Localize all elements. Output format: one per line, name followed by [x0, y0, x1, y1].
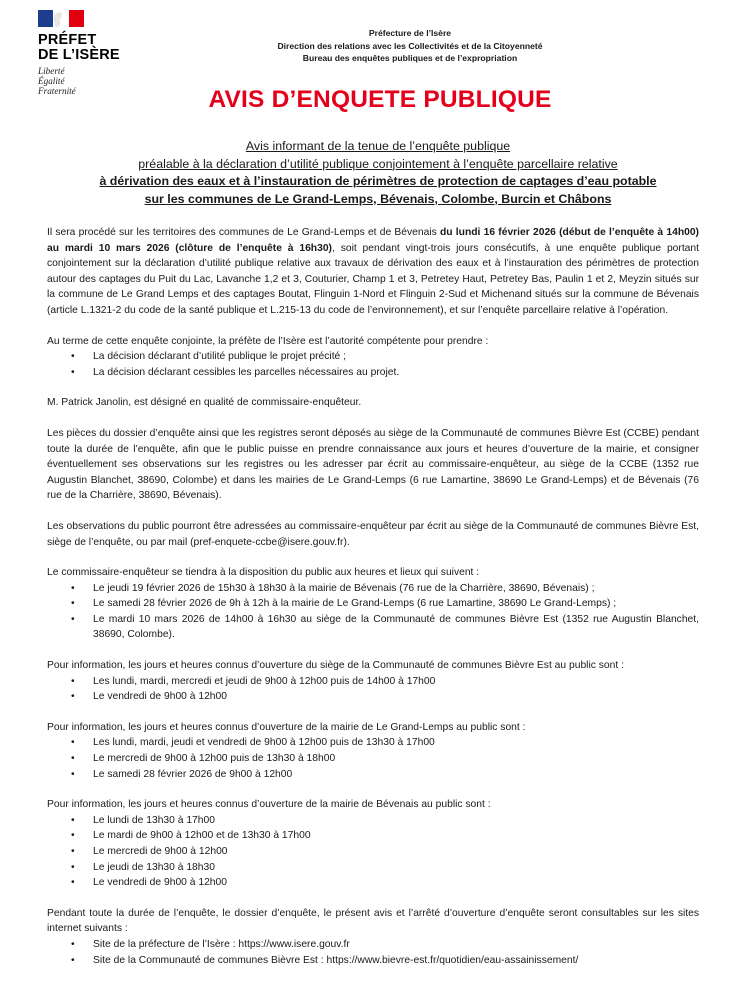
- page-title: AVIS D’ENQUETE PUBLIQUE: [208, 86, 552, 113]
- paragraph-observations: Les observations du public pourront être adressées au commissaire-enquêteur par écrit au siège de la Communauté de communes Bièvre Est, siège de l’enquête, ou par mail (pref-enquete-ccbe@isere.gouv.fr).: [47, 520, 699, 548]
- list-item: • La décision déclarant d’utilité publique le projet précité ;: [47, 349, 699, 365]
- subtitle-line: Avis informant de la tenue de l’enquête publique: [245, 139, 511, 153]
- website-list: [47, 937, 699, 968]
- list-item: • Le mardi 10 mars 2026 de 14h00 à 16h30 au siège de la Communauté de communes Bièvre Est (1352 rue Augustin Blanchet, 38690, Colombe).: [47, 612, 699, 643]
- subtitle-line: à dérivation des eaux et à l’instauration de périmètres de protection de captages d’eau potable: [99, 174, 657, 188]
- prefet-title-line1: PRÉFET: [38, 32, 97, 48]
- paragraph-commissioner: M. Patrick Janolin, est désigné en qualité de commissaire-enquêteur.: [47, 397, 362, 409]
- list-item: • Le vendredi de 9h00 à 12h00: [47, 689, 699, 705]
- list-item: • Le vendredi de 9h00 à 12h00: [47, 875, 699, 891]
- marianne-flag-icon: [38, 10, 84, 27]
- paragraph-ccbe-hours: Pour information, les jours et heures connus d’ouverture du siège de la Communauté de communes Bièvre Est au public sont :: [47, 660, 624, 672]
- website-link[interactable]: • Site de la Communauté de communes Bièvre Est : https://www.bievre-est.fr/quotidien/eau-assainissement/: [47, 953, 699, 969]
- paragraph-dates: [47, 225, 699, 319]
- motto-liberte: Liberté: [38, 66, 65, 76]
- prefet-title-line2: DE L’ISÈRE: [38, 47, 120, 63]
- prefecture-logo: [38, 10, 148, 96]
- list-item: • Le mercredi de 9h00 à 12h00 puis de 13h30 à 18h00: [47, 751, 699, 767]
- decision-list: [47, 349, 699, 380]
- website-link[interactable]: • Site de la préfecture de l’Isère : https://www.isere.gouv.fr: [47, 937, 699, 953]
- header-line: Préfecture de l’Isère: [368, 28, 452, 38]
- list-item: • Le samedi 28 février 2026 de 9h à 12h à la mairie de Le Grand-Lemps (6 rue Lamartine, 38690 Le Grand-Lemps) ;: [47, 596, 699, 612]
- list-item: • Le mercredi de 9h00 à 12h00: [47, 844, 699, 860]
- list-item: • Les lundi, mardi, jeudi et vendredi de 9h00 à 12h00 puis de 13h30 à 17h00: [47, 735, 699, 751]
- subtitle-line: préalable à la déclaration d’utilité publique conjointement à l’enquête parcellaire relative: [138, 156, 618, 171]
- ccbe-hours-list: [47, 674, 699, 705]
- paragraph-websites: Pendant toute la durée de l’enquête, le dossier d’enquête, le présent avis et l’arrêté d’ouverture d’enquête seront consultables sur les sites internet suivants :: [47, 907, 699, 935]
- text-run: Il sera procédé sur les territoires des communes de Le Grand-Lemps et de Bévenais: [47, 227, 441, 238]
- list-item: • Les lundi, mardi, mercredi et jeudi de 9h00 à 12h00 puis de 14h00 à 17h00: [47, 674, 699, 690]
- list-item: • Le jeudi de 13h30 à 18h30: [47, 860, 699, 876]
- list-item: • La décision déclarant cessibles les parcelles nécessaires au projet.: [47, 365, 699, 381]
- paragraph-permanences: Le commissaire-enquêteur se tiendra à la disposition du public aux heures et lieux qui suivent :: [47, 567, 480, 579]
- enquiry-dates: du lundi 16 février 2026 (début de l’enquête à 14h00) au mardi 10 mars 2026 (clôture de l’enquête à 16h30): [47, 227, 699, 254]
- list-item: • Le jeudi 19 février 2026 de 15h30 à 18h30 à la mairie de Bévenais (76 rue de la Charrière, 38690, Bévenais) ;: [47, 581, 699, 597]
- paragraph-grand-lemps-hours: Pour information, les jours et heures connus d’ouverture de la mairie de Le Grand-Lemps au public sont :: [47, 721, 526, 733]
- republic-motto: [38, 66, 148, 96]
- list-item: • Le lundi de 13h30 à 17h00: [47, 813, 699, 829]
- paragraph-documents: Les pièces du dossier d’enquête ainsi que les registres seront déposés au siège de la Communauté de communes Bièvre Est (CCBE) pendant toute la durée de l’enquête, afin que le public puisse en prendre connaissance aux jours et heures d’ouverture de la mairie, et consigner éventuellement ses observations sur les registres ou les adresser par écrit au commissaire-enquêteur, au siège de la CCBE (1352 rue Augustin Blanchet, 38690, Colombe) et dans les mairies de Le Grand-Lemps (6 rue Lamartine, 38690 Le Grand-Lemps) et de Bévenais (76 rue de la Charrière, 38690, Bévenais).: [47, 427, 699, 502]
- text-run: , soit pendant vingt-trois jours consécutifs, à une enquête publique portant conjointement sur la déclaration d’utilité publique relative aux travaux de dérivation des eaux et à l’instauration des périmètres de protection autour des captages du Puit du Lac, Lavanche 1,2 et 3, Couturier, Champ 1 et 3, Petretey Haut, Petretey Bas, Paulin 1 et 2, Meyzin situés sur la commune de Le Grand Lemps et des captages Boutat, Flinguin 1-Nord et Flinguin 2-Sud et Michenand situés sur la commune de Bévenais (article L.1321-2 du code de la santé publique et L.215-13 du code de l’environnement), et sur l’enquête parcellaire relative à l’opération.: [47, 242, 699, 316]
- header-line: Direction des relations avec les Collectivités et de la Citoyenneté: [277, 40, 543, 51]
- motto-egalite: Égalité: [38, 76, 65, 86]
- bevenais-hours-list: [47, 813, 699, 891]
- notice-body: [47, 225, 699, 968]
- grand-lemps-hours-list: [47, 735, 699, 782]
- list-item: • Le samedi 28 février 2026 de 9h00 à 12h00: [47, 767, 699, 783]
- motto-fraternite: Fraternité: [38, 86, 76, 96]
- issuer-header: [200, 27, 620, 65]
- subtitle-line: sur les communes de Le Grand-Lemps, Bévenais, Colombe, Burcin et Châbons: [144, 191, 612, 206]
- prefet-title: [38, 33, 148, 63]
- paragraph-authority: Au terme de cette enquête conjointe, la préfète de l’Isère est l’autorité compétente pour prendre :: [47, 335, 489, 347]
- header-line: Bureau des enquêtes publiques et de l’expropriation: [302, 53, 518, 63]
- list-item: • Le mardi de 9h00 à 12h00 et de 13h30 à 17h00: [47, 828, 699, 844]
- permanence-list: [47, 581, 699, 643]
- paragraph-bevenais-hours: Pour information, les jours et heures connus d’ouverture de la mairie de Bévenais au public sont :: [47, 799, 491, 811]
- notice-subtitle: [40, 138, 716, 208]
